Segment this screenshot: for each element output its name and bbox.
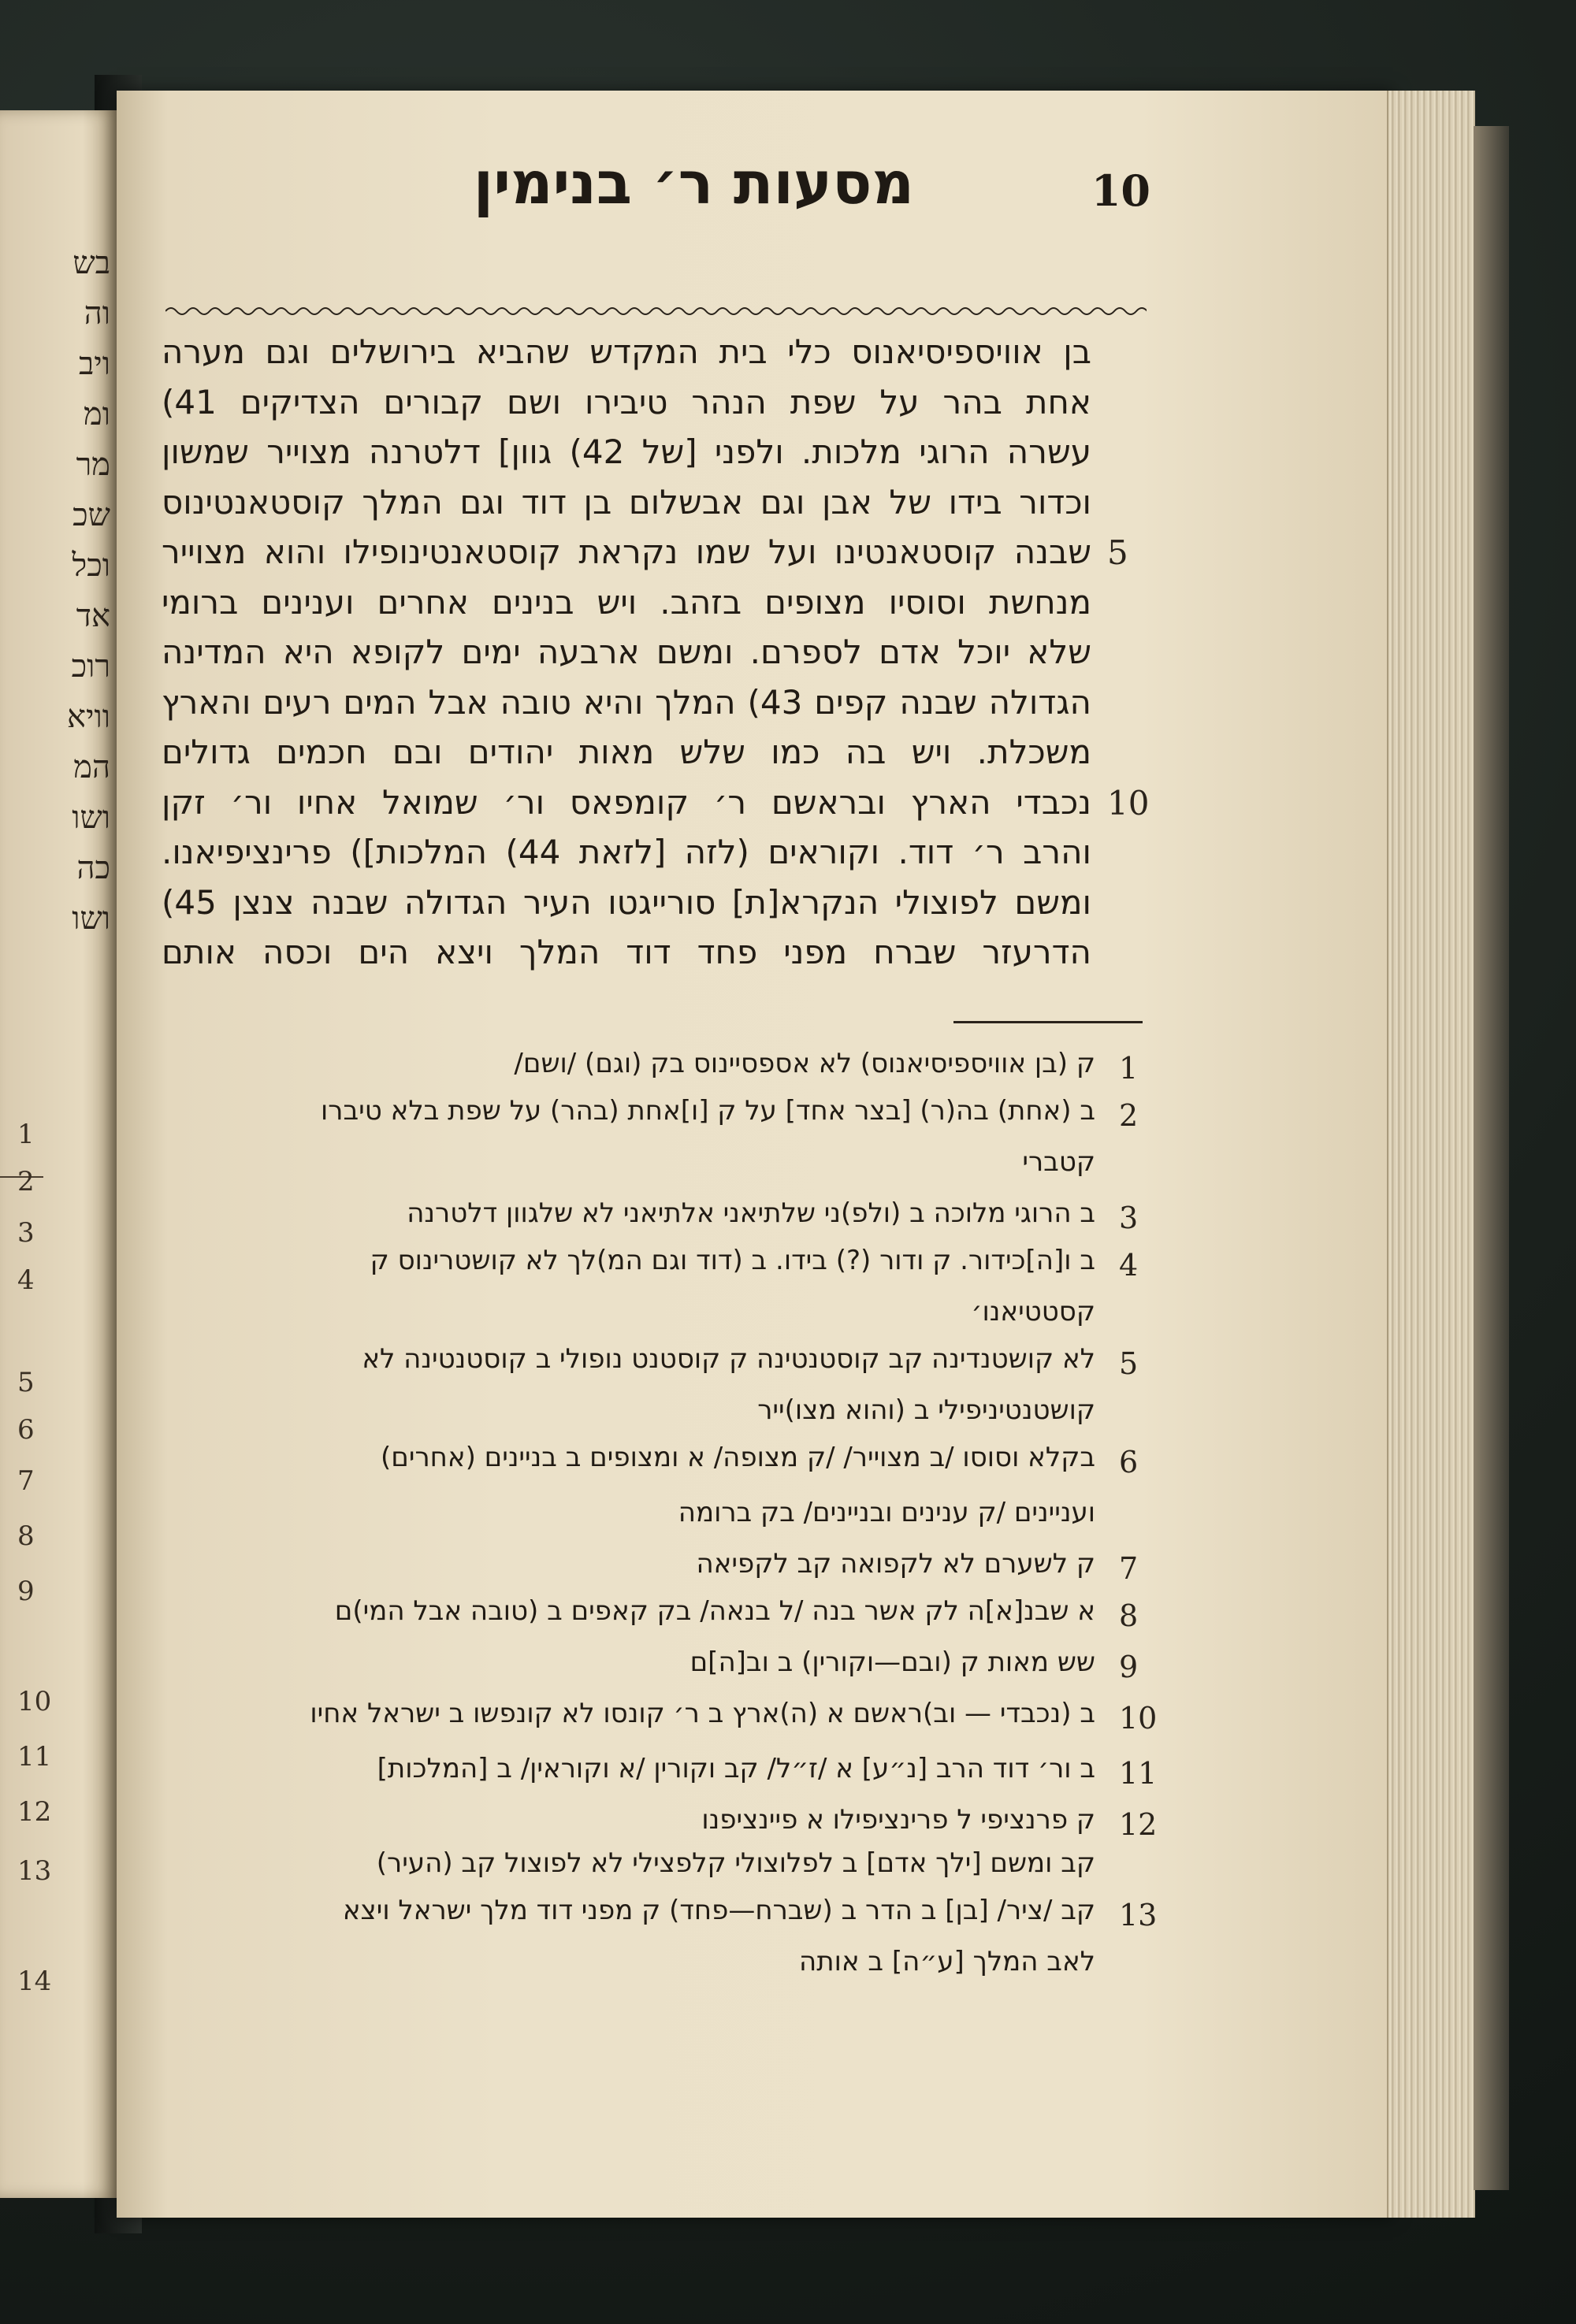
left-page-line-number: 1 xyxy=(17,1119,35,1150)
page-number: 10 xyxy=(1091,165,1150,216)
left-page-fragment: ושו xyxy=(72,900,110,937)
apparatus-text: קטברי xyxy=(1022,1146,1095,1178)
apparatus-line-number: 1 xyxy=(1119,1051,1139,1086)
apparatus-text: ועניינים /ק ענינים ובניינים/ בק ברומה xyxy=(678,1497,1095,1528)
apparatus-line-number: 5 xyxy=(1119,1346,1139,1381)
left-page-line-number: 8 xyxy=(17,1520,35,1552)
apparatus-text: ב (אחת) בה(ר) [בצר אחד] על ק [ו]אחת (בהר) על שפת בלא טיברו xyxy=(321,1095,1095,1127)
left-page-fragment: וויא xyxy=(67,699,110,735)
left-page-fragment: אד xyxy=(76,598,110,634)
body-line: מנחשת וסוסיו מצופים בזהב. ויש בנינים אחרים וענינים ברומי xyxy=(162,582,1091,622)
apparatus-text: ב ור׳ דוד הרב [נ״ע] א /ז״ל/ קב וקורין /א וקוראין/ ב [המלכות] xyxy=(377,1753,1095,1784)
apparatus-line-number: 12 xyxy=(1119,1807,1158,1842)
left-page-line-number: 4 xyxy=(17,1264,35,1296)
decorative-wave-rule xyxy=(165,303,1147,319)
left-page-line-number: 13 xyxy=(17,1855,52,1887)
body-line: והרב ר׳ דוד. וקוראים (לזה [לזאת 44) המלכות]) פרינציפיאנו. xyxy=(162,833,1091,871)
body-line: משכלת. ויש בה כמו שלש מאות יהודים ובם חכמים גדולים xyxy=(162,733,1091,771)
left-page-fragment: מר xyxy=(76,447,110,483)
left-page-fragment: ומ xyxy=(84,396,110,433)
body-line: שבנה קוסטאנטינו ועל שמו נקראת קוסטאנטינופילו והוא מצוייר xyxy=(162,533,1091,571)
left-page-line-number: 5 xyxy=(17,1367,35,1398)
left-page-line-number: 14 xyxy=(17,1966,52,1997)
left-page-fragment: רוכ xyxy=(71,648,110,685)
apparatus-line-number: 10 xyxy=(1119,1701,1158,1736)
left-page-fragment: המ xyxy=(73,749,110,785)
apparatus-text: ק פרנציפי ל פרינציפילו א פיינציפנו xyxy=(701,1804,1095,1836)
left-page-fragment: ויב xyxy=(79,346,110,382)
line-number: 5 xyxy=(1107,533,1128,572)
left-page-fragment: שכ xyxy=(72,497,110,533)
apparatus-line-number: 7 xyxy=(1119,1551,1139,1586)
apparatus-line-number: 4 xyxy=(1119,1248,1139,1283)
apparatus-text: קסטטיאנו׳ xyxy=(971,1296,1095,1327)
left-page-line-number: 10 xyxy=(17,1686,52,1717)
left-page-line-number: 3 xyxy=(17,1217,35,1249)
body-line: נכבדי הארץ ובראשם ר׳ קומפאס ור׳ שמואל אחיו ור׳ זקן xyxy=(162,782,1091,822)
apparatus-text: בקלא וסוסו /ב מצוייר/ /ק מצופה/ א ומצופים ב בניינים (אחרים) xyxy=(381,1442,1095,1473)
left-page-line-number: 2 xyxy=(17,1166,35,1197)
apparatus-line-number: 8 xyxy=(1119,1598,1139,1633)
left-page-line-number: 11 xyxy=(17,1741,52,1773)
left-page-fragment: כה xyxy=(76,850,110,886)
apparatus-text: ק לשערם לא לקפואה קב לקפיאה xyxy=(696,1548,1095,1580)
line-number: 10 xyxy=(1107,783,1150,822)
page-edges xyxy=(1387,91,1475,2218)
left-page-fragment: בש xyxy=(72,245,110,281)
body-line: בן אוויספיסיאנוס כלי בית המקדש שהביא בירושלים וגם מערה xyxy=(162,332,1091,371)
page-title: מסעות ר׳ בנימין xyxy=(473,150,914,217)
apparatus-line-number: 11 xyxy=(1119,1756,1158,1791)
apparatus-text: ב (נכבדי — וב)ראשם א (ה)ארץ ב ר׳ קונסו לא קונפשו ב ישראל אחיו xyxy=(310,1698,1095,1729)
body-line: הגדולה שבנה קפים 43) המלך והיא טובה אבל המים רעים והארץ xyxy=(162,682,1091,722)
left-page-line-number: 6 xyxy=(17,1414,35,1446)
body-line: וכדור בידו של אבן וגם אבשלום בן דוד וגם המלך קוסטאנטינוס xyxy=(162,482,1091,522)
apparatus-text: א שבנ[א]ה לק אשר בנה /ל בנאה/ בק קאפים ב (טובה אבל המי)ם xyxy=(334,1595,1095,1627)
left-page-fragment: ושו xyxy=(72,800,110,836)
left-page-line-number: 12 xyxy=(17,1796,52,1828)
body-line: ומשם לפוצולי הנקרא[ת] סורייגטו העיר הגדולה שבנה צנצן 45) xyxy=(162,882,1091,922)
left-page-fragment: וה xyxy=(84,295,110,332)
apparatus-line-number: 6 xyxy=(1119,1445,1139,1479)
body-line: הדרעזר שברח מפני פחד דוד המלך ויצא הים וכסה אותם xyxy=(162,933,1091,971)
left-page-fragment: וכל xyxy=(72,548,110,584)
running-head xyxy=(260,150,1229,236)
apparatus-text: שש מאות ק (ובם—וקורין) ב וב[ה]ם xyxy=(690,1646,1095,1678)
apparatus-line-number: 2 xyxy=(1119,1098,1139,1133)
apparatus-text: ב הרוגי מלוכה ב (ולפ)ני שלתיאני אלתיאני לא שלגוון דלטרנה xyxy=(407,1197,1095,1229)
apparatus-text: לאב המלך [ע״ה] ב אותה xyxy=(799,1946,1095,1977)
left-page-line-number: 9 xyxy=(17,1576,35,1607)
apparatus-text: ק (בן אוויספיסיאנוס) לא אספסיינוס בק (וגם) /ושם/ xyxy=(514,1048,1095,1079)
left-page xyxy=(0,110,118,2198)
edges-shadow xyxy=(1474,126,1509,2190)
left-page-line-number: 7 xyxy=(17,1465,35,1497)
apparatus-text: קושטנטיניפילי ב (והוא מצו)ייר xyxy=(757,1394,1095,1426)
apparatus-text: קב /ציר/ [בן] ב הדר ב (שברח—פחד) ק מפני דוד מלך ישראל ויצא xyxy=(342,1895,1095,1926)
body-line: שלא יוכל אדם לספרם. ומשם ארבעה ימים לקופא היא המדינה xyxy=(162,633,1091,671)
apparatus-line-number: 13 xyxy=(1119,1898,1158,1932)
apparatus-text: לא קושטנדינה קב קוסטנטינה ק קוסטנט נופולי ב קוסטנטינה לא xyxy=(362,1343,1095,1375)
apparatus-line-number: 9 xyxy=(1119,1650,1139,1684)
apparatus-text: ב ו[ה]כידור. ק ודור (?) בידו. ב (דוד וגם המ)לך לא קושטרינוס ק xyxy=(370,1245,1095,1276)
apparatus-rule xyxy=(953,1021,1143,1023)
apparatus-text: קב ומשם [ילך אדם] ב לפלוצולי קלפצילי לא לפוצול קב (העיר) xyxy=(376,1847,1095,1879)
body-line: אחת בהר על שפת הנהר טיבירו ושם קבורים הצדיקים 41) xyxy=(162,382,1091,421)
apparatus-line-number: 3 xyxy=(1119,1201,1139,1235)
body-line: עשרה הרוגי מלכות. ולפני [של 42) גוון] דלטרנה מצוייר שמשון xyxy=(162,433,1091,471)
